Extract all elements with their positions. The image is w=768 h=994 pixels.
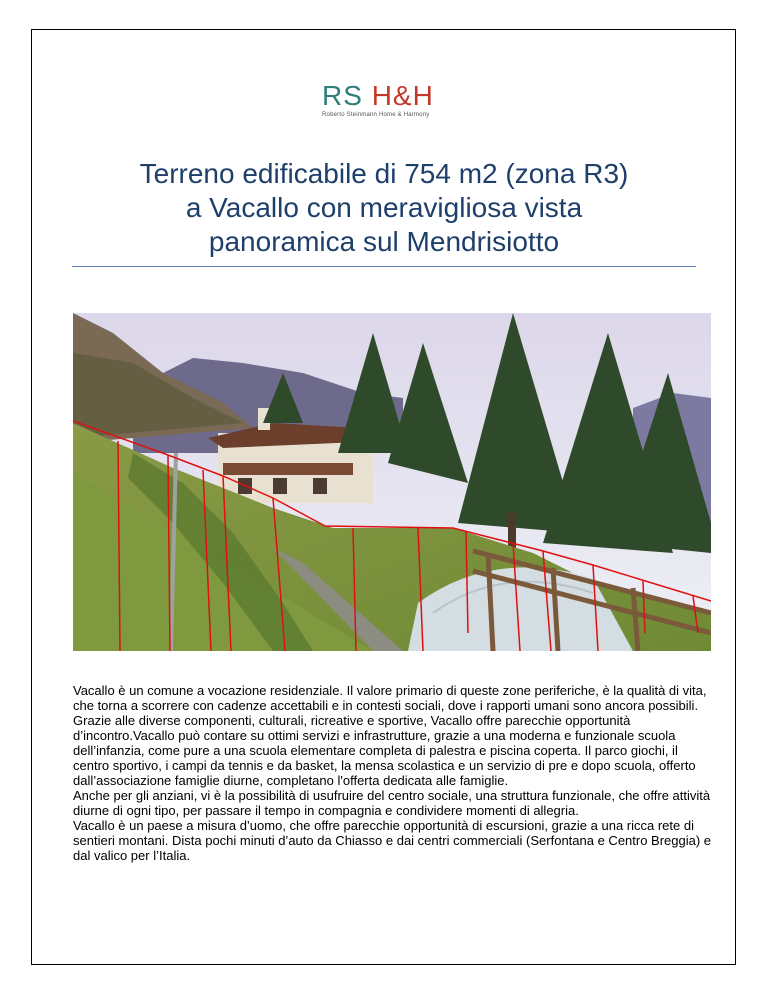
paragraph-2: Anche per gli anziani, vi è la possibilità di usufruire del centro sociale, una struttura funzionale, che offre attività diurne di ogni tipo, per passare il tempo in compagnia e condividere momenti di allegria. bbox=[73, 788, 711, 818]
logo-mark bbox=[322, 82, 452, 110]
logo-tagline: Roberto Steinmann Home & Harmony bbox=[322, 112, 430, 118]
logo-hh-text: H&H bbox=[371, 80, 434, 111]
property-photo bbox=[73, 313, 711, 651]
company-logo bbox=[322, 82, 452, 122]
paragraph-3: Vacallo è un paese a misura d’uomo, che offre parecchie opportunità di escursioni, grazie a una ricca rete di sentieri montani. Dista pochi minuti d’auto da Chiasso e dai centri commerciali (Serfontana e Centro Breggia) e dal valico per l’Italia. bbox=[73, 818, 712, 863]
title-line-1: Terreno edificabile di 754 m2 (zona R3) bbox=[139, 158, 629, 189]
logo-rs-text: RS bbox=[322, 80, 363, 111]
title-line-2: a Vacallo con meravigliosa vista bbox=[185, 192, 583, 223]
description-text bbox=[73, 683, 713, 863]
paragraph-1: Vacallo è un comune a vocazione residenziale. Il valore primario di queste zone periferiche, è la qualità di vita, che torna a scorrere con cadenze accettabili e in contesti sociali, dove i rapporti umani sono ancora possibili. Grazie alle diverse componenti, culturali, ricreative e sportive, Vacallo offre parecchie opportunità d’incontro.Vacallo può contare su ottimi servizi e infrastrutture, grazie a una moderna e funzionale scuola dell’infanzia, come pure a una scuola elementare completa di palestra e piscina coperta. Il parco giochi, il centro sportivo, i campi da tennis e da basket, la mensa scolastica e un servizio di pre e dopo scuola, offerto dall’associazione famiglie diurne, completano l'offerta dedicata alle famiglie. bbox=[73, 683, 707, 788]
document-title bbox=[72, 157, 696, 259]
title-divider bbox=[72, 266, 696, 267]
title-line-3: panoramica sul Mendrisiotto bbox=[208, 226, 560, 257]
